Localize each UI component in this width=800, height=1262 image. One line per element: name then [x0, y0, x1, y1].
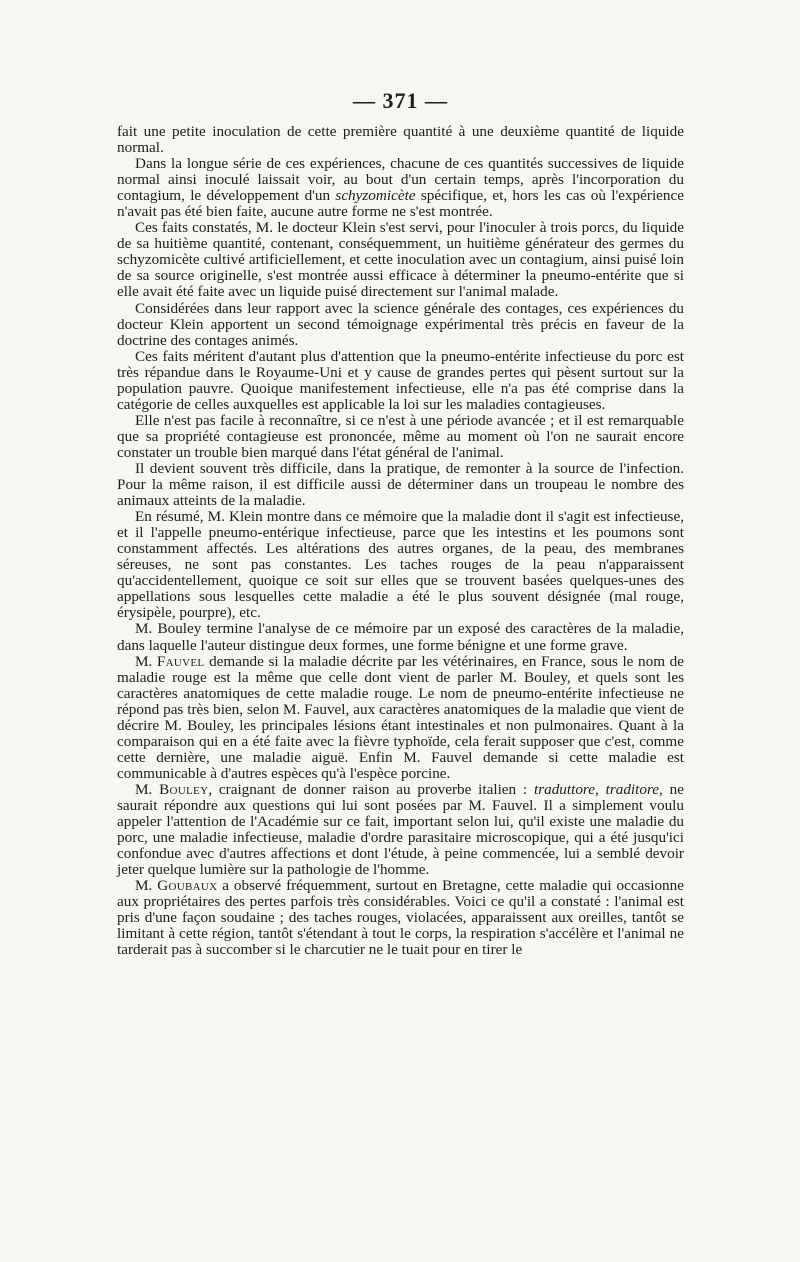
- page-number: — 371 —: [353, 88, 448, 113]
- paragraph-10: [117, 654, 684, 782]
- paragraph-6: [117, 413, 684, 461]
- speaker-name: Fauvel: [156, 652, 205, 670]
- paragraph-9: [117, 621, 684, 653]
- paragraph-text: a observé fréquemment, surtout en Bretagne, cette maladie qui occasionne aux propriétaires des pertes parfois très considérables. Voici ce qu'il a constaté : l'animal est pris d'une façon soudaine ; des taches rouges, violacées, apparaissent aux oreilles, tantôt se limitant à cette région, tantôt s'étendant à tout le corps, la respiration s'accélère et l'animal ne tarderait pas à succomber si le charcutier ne le tuait pour en tirer le: [117, 877, 684, 959]
- paragraph-text: Dans la longue série de ces expériences, chacune de ces quantités successives de liquide normal ainsi inoculé laissait voir, au bout d'un certain temps, après l'incorporation du contagium, le développement d'un: [117, 155, 684, 205]
- paragraph-7: [117, 461, 684, 509]
- paragraph-2: [117, 156, 684, 220]
- paragraph-5: [117, 349, 684, 413]
- speaker-prefix: M.: [135, 652, 157, 670]
- italic-term: schyzomicète: [335, 187, 416, 205]
- paragraph-3: [117, 220, 684, 300]
- paragraph-text: , craignant de donner raison au proverbe italien :: [208, 780, 534, 798]
- paragraph-text: Considérées dans leur rapport avec la science générale des contages, ces expériences du docteur Klein apportent un second témoignage expérimental très précis en faveur de la doctrine des contages animés.: [117, 299, 684, 349]
- paragraph-12: [117, 878, 684, 958]
- paragraph-text: Ces faits constatés, M. le docteur Klein s'est servi, pour l'inoculer à trois porcs, du liquide de sa huitième quantité, contenant, conséquemment, un huitième générateur des germes du schyzomicète cultivé artificiellement, et cette inoculation avec un contagium, ainsi puisé loin de sa source originelle, s'est montrée aussi efficace à déterminer la pneumo-entérite que si elle avait été faite avec un liquide puisé directement sur l'animal malade.: [117, 219, 684, 301]
- italic-quote: traduttore, traditore: [533, 780, 660, 798]
- paragraph-text: demande si la maladie décrite par les vétérinaires, en France, sous le nom de maladie rouge est la même que celle dont vient de parler M. Bouley, et quels sont les caractères anatomiques de cette maladie rouge. Le nom de pneumo-entérite infectieuse ne répond pas très bien, selon M. Fauvel, aux caractères anatomiques de la maladie que vient de décrire M. Bouley, les principales lésions étant intestinales et non pulmonaires. Quant à la comparaison qui en a été faite avec la fièvre typhoïde, cela ferait supposer que c'est, comme cette dernière, une maladie aiguë. Enfin M. Fauvel demande si cette maladie est communicable à d'autres espèces qu'à l'espèce porcine.: [117, 652, 684, 782]
- paragraph-8: [117, 509, 684, 621]
- paragraph-text: fait une petite inoculation de cette première quantité à une deuxième quantité de liquide normal.: [117, 123, 684, 157]
- body-text: [117, 124, 684, 958]
- paragraph-text: spécifique, et, hors les cas où l'expérience n'avait pas été bien faite, aucune autre forme ne s'est montrée.: [117, 187, 684, 221]
- paragraph-4: [117, 301, 684, 349]
- paragraph-text: En résumé, M. Klein montre dans ce mémoire que la maladie dont il s'agit est infectieuse, et il l'appelle pneumo-entérique infectieuse, parce que les intestins et les poumons sont constamment affectés. Les altérations des autres organes, de la peau, des membranes séreuses, ne sont pas constantes. Les taches rouges de la peau n'apparaissent qu'accidentellement, quoique ce soit sur elles que se trouvent basées quelques-unes des appellations sous lesquelles cette maladie a été le plus souvent désignée (mal rouge, érysipèle, pourpre), etc.: [117, 508, 684, 622]
- paragraph-text: Il devient souvent très difficile, dans la pratique, de remonter à la source de l'infection. Pour la même raison, il est difficile aussi de déterminer dans un troupeau le nombre des animaux atteints de la maladie.: [117, 459, 684, 510]
- paragraph-11: [117, 782, 684, 878]
- paragraph-1: [117, 124, 684, 156]
- paragraph-text: M. Bouley termine l'analyse de ce mémoire par un exposé des caractères de la maladie, dans laquelle l'auteur distingue deux formes, une forme bénigne et une forme grave.: [117, 620, 684, 654]
- paragraph-text: Ces faits méritent d'autant plus d'attention que la pneumo-entérite infectieuse du porc est très répandue dans le Royaume-Uni et y cause de grandes pertes qui pèsent surtout sur la population pauvre. Quoique manifestement infectieuse, elle n'a pas été comprise dans la catégorie de celles auxquelles est applicable la loi sur les maladies contagieuses.: [117, 347, 684, 413]
- speaker-prefix: M.: [135, 780, 160, 798]
- paragraph-text: , ne saurait répondre aux questions qui lui sont posées par M. Fauvel. Il a simplement voulu appeler l'attention de l'Académie sur ce fait, important selon lui, qu'il existe une maladie du porc, une maladie infectieuse, maladie d'ordre parasitaire microscopique, qui a été jusqu'ici confondue avec d'autres affections et dont l'étude, à peine commencée, lui a semblé devoir jeter quelque lumière sur la pathologie de l'homme.: [117, 780, 684, 879]
- paragraph-text: Elle n'est pas facile à reconnaître, si ce n'est à une période avancée ; et il est remarquable que sa propriété contagieuse est prononcée, même au moment où l'on ne saurait encore constater un trouble bien marqué dans l'état général de l'animal.: [117, 411, 684, 461]
- speaker-prefix: M.: [135, 877, 158, 895]
- speaker-name: Bouley: [159, 780, 209, 798]
- speaker-name: Goubaux: [157, 877, 218, 895]
